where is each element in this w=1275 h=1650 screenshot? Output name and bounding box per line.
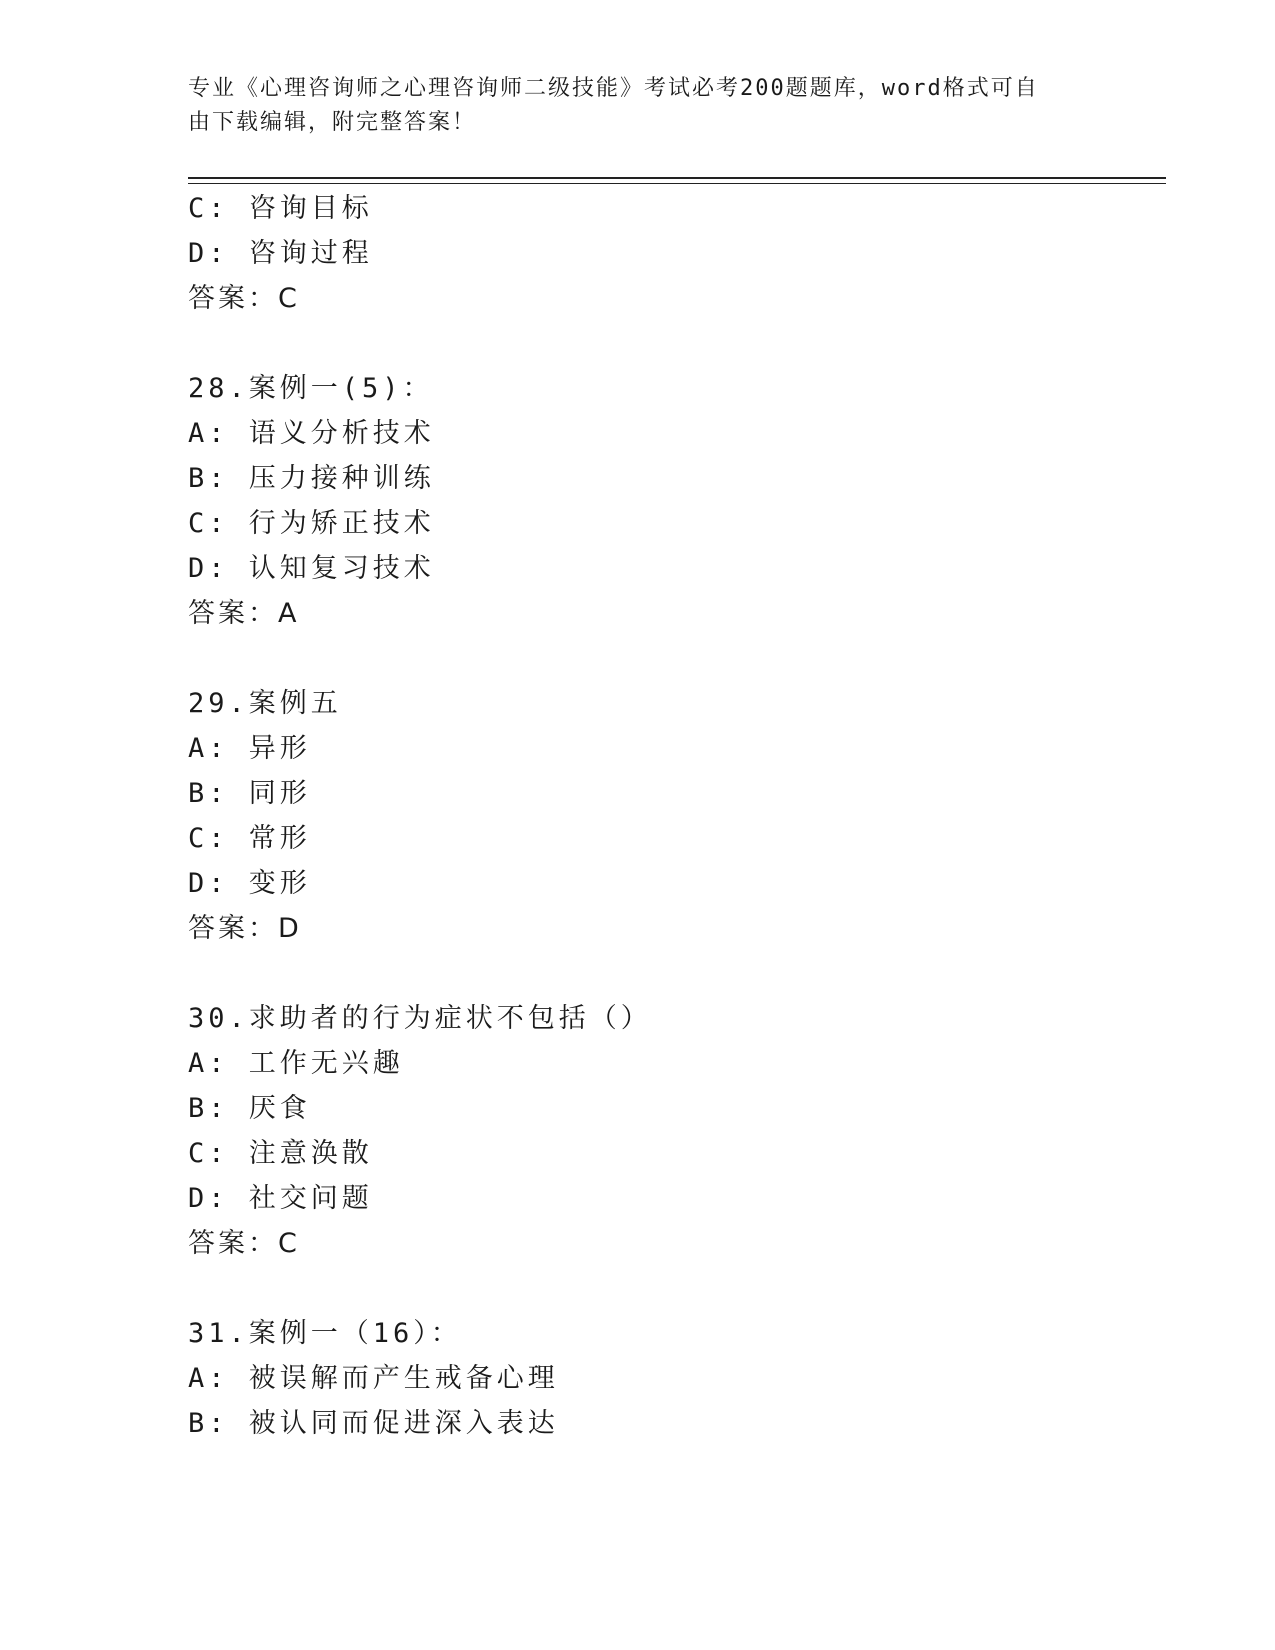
header-divider-thick bbox=[188, 177, 1166, 179]
header-line-2: 由下载编辑，附完整答案！ bbox=[188, 110, 477, 135]
answer-line: 答案：A bbox=[188, 598, 300, 629]
option-d: D: 变形 bbox=[188, 868, 311, 899]
question-title: 31.案例一（16）： bbox=[188, 1318, 462, 1349]
header-line-1: 专业《心理咨询师之心理咨询师二级技能》考试必考200题题库，word格式可自 bbox=[188, 76, 1039, 101]
option-c: C: 注意涣散 bbox=[188, 1138, 373, 1169]
option-d: D: 认知复习技术 bbox=[188, 553, 435, 584]
question-title: 30.求助者的行为症状不包括（） bbox=[188, 1003, 652, 1034]
option-d: D: 社交问题 bbox=[188, 1183, 373, 1214]
option-b: B: 同形 bbox=[188, 778, 311, 809]
question-title: 28.案例一(5)： bbox=[188, 373, 434, 404]
option-b: B: 压力接种训练 bbox=[188, 463, 435, 494]
option-a: A: 工作无兴趣 bbox=[188, 1048, 404, 1079]
option-c: C: 常形 bbox=[188, 823, 311, 854]
answer-line: 答案：C bbox=[188, 1228, 300, 1259]
option-a: A: 语义分析技术 bbox=[188, 418, 435, 449]
question-title: 29.案例五 bbox=[188, 688, 342, 719]
option-c: C: 咨询目标 bbox=[188, 193, 373, 224]
option-c: C: 行为矫正技术 bbox=[188, 508, 435, 539]
document-header bbox=[188, 72, 1088, 140]
option-d: D: 咨询过程 bbox=[188, 238, 373, 269]
option-b: B: 厌食 bbox=[188, 1093, 311, 1124]
answer-line: 答案：C bbox=[188, 283, 300, 314]
answer-line: 答案：D bbox=[188, 913, 302, 944]
option-a: A: 被误解而产生戒备心理 bbox=[188, 1363, 559, 1394]
header-divider-thin bbox=[188, 183, 1166, 184]
option-a: A: 异形 bbox=[188, 733, 311, 764]
option-b: B: 被认同而促进深入表达 bbox=[188, 1408, 559, 1439]
